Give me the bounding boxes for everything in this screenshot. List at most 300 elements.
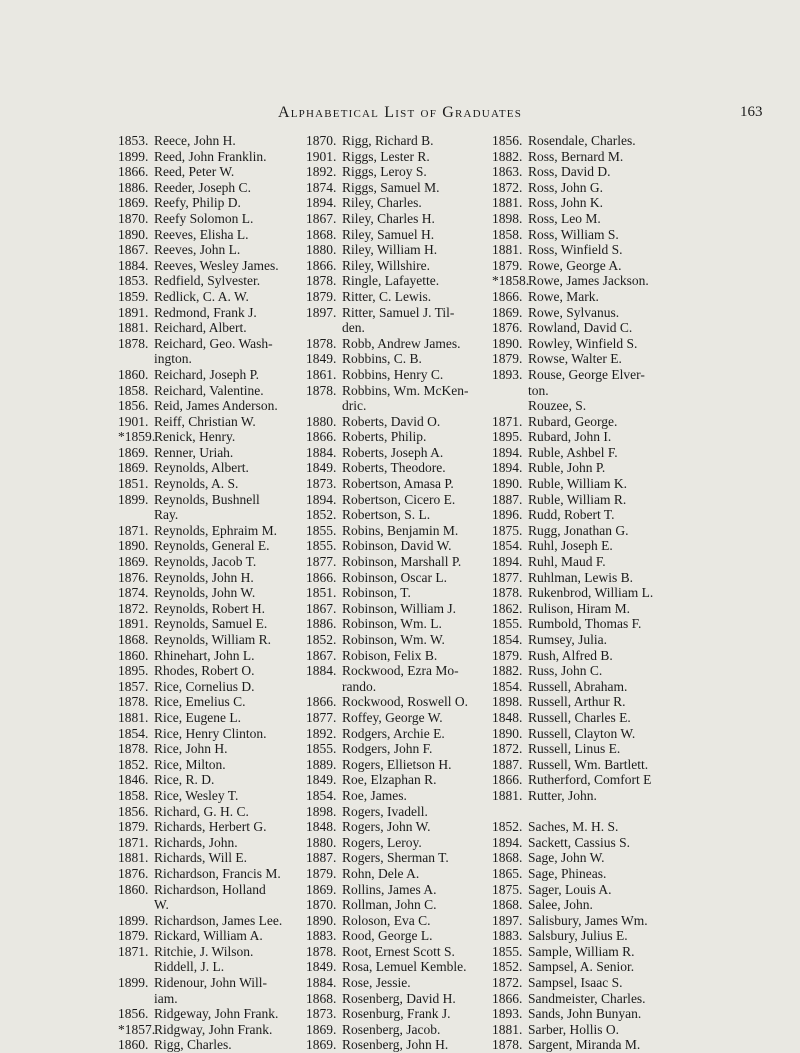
graduate-name: Rice, R. D. [154, 772, 215, 788]
graduate-name: Robertson, Amasa P. [342, 476, 454, 492]
graduation-year: 1862. [492, 600, 523, 616]
graduation-year: 1899. [118, 975, 149, 991]
graduate-entry [306, 570, 506, 586]
graduate-entry [306, 258, 506, 274]
graduate-name: Rice, Henry Clinton. [154, 725, 267, 741]
graduation-year: 1876. [118, 569, 149, 585]
graduation-year: 1868. [492, 897, 523, 913]
graduate-name: Sackett, Cassius S. [528, 834, 631, 850]
graduate-name: Reynolds, Jacob T. [154, 554, 257, 570]
graduation-year: 1869. [306, 1021, 337, 1037]
graduate-name: Rutherford, Comfort E [528, 772, 652, 788]
graduate-name: den. [342, 320, 365, 336]
graduate-name: Rice, Wesley T. [154, 787, 239, 803]
graduation-year: 1849. [306, 460, 337, 476]
graduation-year: 1856. [118, 398, 149, 414]
graduate-name: Rice, Eugene L. [154, 709, 241, 725]
graduate-name: Reynolds, William R. [154, 632, 271, 647]
graduate-entry [306, 991, 506, 1007]
graduate-name: Ross, Leo M. [528, 210, 601, 226]
graduate-entry [306, 554, 506, 570]
graduate-name: Robinson, David W. [342, 538, 452, 554]
graduate-entry [492, 273, 722, 289]
graduate-name: Sampsel, A. Senior. [528, 959, 635, 975]
graduation-year: 1866. [118, 164, 149, 180]
graduate-name: Reed, John Franklin. [154, 148, 267, 164]
graduate-entry [306, 585, 506, 601]
graduation-year: 1855. [306, 538, 337, 554]
graduation-year: *1859. [118, 429, 156, 445]
graduate-entry [306, 538, 506, 554]
graduate-name: Root, Ernest Scott S. [342, 943, 455, 959]
graduate-entry [306, 959, 506, 975]
graduate-entry [492, 975, 722, 991]
graduate-entry [492, 383, 722, 399]
graduation-year: 1881. [492, 195, 523, 211]
graduation-year: 1881. [118, 320, 149, 336]
graduate-name: Reefy, Philip D. [154, 195, 241, 211]
graduate-entry [306, 679, 506, 695]
graduate-name: Riley, Charles. [342, 195, 422, 211]
graduate-entry [306, 180, 506, 196]
graduation-year: 1868. [492, 850, 523, 866]
graduate-name: Rigg, Charles. [154, 1037, 232, 1053]
graduate-name: Reichard, Joseph P. [154, 366, 259, 382]
graduation-year: 1868. [306, 226, 337, 242]
graduate-entry [306, 149, 506, 165]
graduation-year: 1856. [118, 803, 149, 819]
graduate-name: Reiff, Christian W. [154, 413, 256, 429]
graduate-name: Rubard, George. [528, 413, 618, 429]
graduate-name: Ross, Winfield S. [528, 242, 623, 258]
graduation-year: *1857. [118, 1021, 156, 1037]
graduate-name: Robinson, Marshall P. [342, 554, 462, 570]
graduate-entry [306, 133, 506, 149]
graduation-year: 1884. [306, 663, 337, 679]
graduation-year: 1882. [492, 663, 523, 679]
graduate-name: Richards, Herbert G. [154, 819, 267, 835]
graduate-entry [306, 227, 506, 243]
graduate-name: Roffey, George W. [342, 709, 443, 725]
graduate-name: Rhodes, Robert O. [154, 663, 255, 679]
graduation-year: 1884. [306, 444, 337, 460]
graduation-year: 1854. [492, 538, 523, 554]
graduation-year: 1846. [118, 772, 149, 788]
graduation-year: 1855. [492, 616, 523, 632]
graduate-entry [492, 227, 722, 243]
graduation-year: 1879. [306, 865, 337, 881]
graduation-year [492, 398, 528, 414]
graduation-year: 1891. [118, 304, 149, 320]
graduate-entry [306, 242, 506, 258]
graduate-name: Ritter, Samuel J. Til- [342, 304, 455, 320]
graduation-year: 1897. [492, 912, 523, 928]
graduation-year: 1886. [118, 179, 149, 195]
graduate-name: Rowland, David C. [528, 320, 633, 336]
graduate-name: Rice, Milton. [154, 756, 226, 772]
graduation-year: 1872. [118, 600, 149, 616]
graduate-entry [492, 149, 722, 165]
graduation-year: 1870. [306, 897, 337, 913]
graduate-name: Ridgway, John Frank. [154, 1021, 273, 1037]
graduate-name: Rogers, Leroy. [342, 834, 422, 850]
graduate-name: Richard, G. H. C. [154, 803, 249, 819]
graduation-year: 1887. [492, 756, 523, 772]
graduate-name: Salisbury, James Wm. [528, 912, 648, 928]
graduate-name: Sands, John Bunyan. [528, 1006, 642, 1022]
graduate-entry [492, 242, 722, 258]
graduation-year: 1866. [306, 257, 337, 273]
graduate-name: Rulison, Hiram M. [528, 600, 631, 616]
graduate-name: Riddell, J. L. [154, 959, 225, 975]
graduation-year: 1877. [306, 554, 337, 570]
graduate-entry [492, 460, 722, 476]
graduate-name: Reeves, Wesley James. [154, 257, 279, 273]
graduate-name: Russell, Arthur R. [528, 694, 626, 710]
graduate-entry [492, 601, 722, 617]
graduate-name: Russell, Wm. Bartlett. [528, 756, 649, 772]
graduate-name: Russell, Linus E. [528, 741, 621, 757]
graduate-name: Robbins, Wm. McKen- [342, 382, 469, 398]
graduate-name: Ruble, William K. [528, 476, 627, 492]
graduate-name: Rosenburg, Frank J. [342, 1006, 451, 1022]
graduate-entry [492, 351, 722, 367]
graduate-name: Rogers, Ellietson H. [342, 756, 452, 772]
graduation-year: 1898. [492, 694, 523, 710]
graduation-year: 1867. [306, 647, 337, 663]
graduate-name: Rogers, John W. [342, 819, 431, 835]
graduate-name: Rowley, Winfield S. [528, 335, 638, 351]
graduation-year: 1878. [306, 273, 337, 289]
graduation-year: 1877. [306, 709, 337, 725]
graduate-name: Robertson, S. L. [342, 507, 431, 523]
graduation-year: 1893. [492, 366, 523, 382]
graduate-name: Roberts, David O. [342, 413, 441, 429]
graduate-name: Ringle, Lafayette. [342, 273, 440, 289]
graduation-year: 1897. [306, 304, 337, 320]
graduation-year: 1884. [306, 975, 337, 991]
graduate-entry [492, 305, 722, 321]
graduate-entry [492, 507, 722, 523]
graduate-name: Robinson, Oscar L. [342, 569, 447, 585]
graduate-entry [306, 913, 506, 929]
graduate-name: Rockwood, Ezra Mo- [342, 663, 459, 679]
graduation-year: 1858. [118, 787, 149, 803]
graduate-name: Rogers, Ivadell. [342, 803, 428, 819]
graduation-year [306, 398, 342, 414]
graduation-year: 1879. [492, 647, 523, 663]
graduate-name: rando. [342, 678, 377, 694]
graduate-entry [306, 336, 506, 352]
graduate-name: Sage, John W. [528, 850, 605, 866]
graduate-name: ington. [154, 351, 192, 367]
graduate-name: Ritchie, J. Wilson. [154, 943, 254, 959]
graduation-year [118, 897, 154, 913]
graduate-name: Reed, Peter W. [154, 164, 235, 180]
graduation-year: 1878. [492, 1037, 523, 1053]
graduation-year: 1868. [118, 632, 149, 647]
graduation-year: 1879. [306, 288, 337, 304]
graduation-year: 1863. [492, 164, 523, 180]
graduation-year: 1877. [492, 569, 523, 585]
graduate-entry [492, 694, 722, 710]
graduation-year: 1890. [118, 226, 149, 242]
graduation-year: 1899. [118, 912, 149, 928]
graduation-year: 1871. [118, 522, 149, 538]
graduate-name: Ridenour, John Will- [154, 975, 268, 991]
graduate-name: Roe, James. [342, 787, 407, 803]
graduation-year: 1851. [306, 585, 337, 601]
graduation-year: 1894. [492, 460, 523, 476]
graduate-name: Robinson, William J. [342, 600, 456, 616]
graduation-year: 1880. [306, 413, 337, 429]
graduate-entry [306, 741, 506, 757]
graduation-year: 1878. [306, 943, 337, 959]
graduation-year: 1860. [118, 881, 149, 897]
graduate-name: Ruble, Ashbel F. [528, 444, 618, 460]
graduation-year: 1853. [118, 133, 149, 148]
graduate-name: Redfield, Sylvester. [154, 273, 261, 289]
graduation-year: 1867. [306, 210, 337, 226]
graduate-name: Reynolds, General E. [154, 538, 270, 554]
graduation-year: 1849. [306, 351, 337, 367]
graduate-name: Sage, Phineas. [528, 865, 607, 881]
graduate-entry [492, 367, 722, 383]
graduate-name: Reichard, Albert. [154, 320, 247, 336]
graduation-year: 1855. [492, 943, 523, 959]
graduate-entry [492, 492, 722, 508]
graduation-year: 1866. [306, 694, 337, 710]
graduate-entry [492, 928, 722, 944]
graduate-name: Saches, M. H. S. [528, 819, 619, 835]
graduate-name: Rollins, James A. [342, 881, 437, 897]
graduation-year: 1869. [118, 195, 149, 211]
graduate-name: Sargent, Miranda M. [528, 1037, 641, 1053]
graduate-name: Riley, Charles H. [342, 210, 435, 226]
graduation-year: 1866. [492, 772, 523, 788]
section-gap [492, 804, 722, 820]
graduate-name: Rosenberg, David H. [342, 990, 456, 1006]
graduation-year: 1899. [118, 148, 149, 164]
graduate-name: Reeves, Elisha L. [154, 226, 249, 242]
graduate-name: Ross, John K. [528, 195, 604, 211]
graduation-year: 1882. [492, 148, 523, 164]
graduate-name: Ross, David D. [528, 164, 611, 180]
graduation-year: 1849. [306, 772, 337, 788]
graduate-name: Redlick, C. A. W. [154, 288, 249, 304]
graduate-name: Rumsey, Julia. [528, 632, 607, 647]
graduation-year: 1875. [492, 522, 523, 538]
graduation-year: 1867. [118, 242, 149, 258]
graduate-entry [306, 788, 506, 804]
graduate-name: Russell, Charles E. [528, 709, 631, 725]
graduate-name: Ross, John G. [528, 179, 604, 195]
graduation-year: 1871. [118, 943, 149, 959]
graduate-entry [492, 741, 722, 757]
graduation-year: 1859. [118, 288, 149, 304]
graduate-entry [306, 835, 506, 851]
graduate-entry [492, 554, 722, 570]
graduation-year [492, 383, 528, 399]
graduation-year: 1854. [492, 632, 523, 647]
graduate-name: Rollman, John C. [342, 897, 437, 913]
graduate-entry [492, 320, 722, 336]
graduate-name: Reynolds, Albert. [154, 460, 249, 476]
graduation-year: 1866. [306, 429, 337, 445]
graduation-year: 1890. [492, 725, 523, 741]
graduate-name: Rowe, George A. [528, 257, 622, 273]
graduate-entry [492, 757, 722, 773]
graduation-year: 1893. [492, 1006, 523, 1022]
graduate-entry [306, 305, 506, 321]
graduation-year: 1894. [306, 491, 337, 507]
graduate-name: Reichard, Valentine. [154, 382, 264, 398]
graduation-year: 1865. [492, 865, 523, 881]
graduate-name: Rush, Alfred B. [528, 647, 613, 663]
graduate-name: Rigg, Richard B. [342, 133, 434, 148]
graduate-name: Reynolds, Ephraim M. [154, 522, 277, 538]
graduate-name: Robertson, Cicero E. [342, 491, 456, 507]
graduate-entry [306, 897, 506, 913]
graduation-year: 1852. [306, 507, 337, 523]
graduate-entry [306, 414, 506, 430]
graduation-year: 1851. [118, 476, 149, 492]
graduate-name: Roloson, Eva C. [342, 912, 431, 928]
graduate-name: Reid, James Anderson. [154, 398, 278, 414]
graduation-year: 1866. [492, 288, 523, 304]
graduation-year: 1866. [306, 569, 337, 585]
graduation-year: 1852. [492, 819, 523, 835]
graduate-name: Sampsel, Isaac S. [528, 975, 623, 991]
graduate-list-column-2 [306, 133, 506, 1053]
graduate-name: Roe, Elzaphan R. [342, 772, 437, 788]
graduation-year: 1895. [492, 429, 523, 445]
graduate-name: Ruble, John P. [528, 460, 606, 476]
graduate-name: Robinson, Wm. L. [342, 616, 442, 632]
graduate-entry [492, 835, 722, 851]
graduate-entry [492, 180, 722, 196]
graduation-year: 1883. [306, 928, 337, 944]
graduation-year: 1889. [306, 756, 337, 772]
graduate-entry [306, 710, 506, 726]
graduate-entry [306, 726, 506, 742]
graduate-name: Rubard, John I. [528, 429, 612, 445]
graduate-entry [492, 819, 722, 835]
graduate-name: Rosenberg, John H. [342, 1037, 449, 1053]
graduate-name: Reeves, John L. [154, 242, 241, 258]
graduate-name: Robbins, C. B. [342, 351, 422, 367]
graduate-name: Rockwood, Roswell O. [342, 694, 468, 710]
graduate-name: Rohn, Dele A. [342, 865, 420, 881]
graduate-name: Rickard, William A. [154, 928, 263, 944]
graduate-name: Robinson, T. [342, 585, 411, 601]
graduate-name: Ruble, William R. [528, 491, 627, 507]
graduate-name: Ruhl, Maud F. [528, 554, 606, 570]
graduate-name: Richards, John. [154, 834, 238, 850]
graduate-entry [492, 1037, 722, 1053]
graduation-year: 1849. [306, 959, 337, 975]
graduation-year: 1857. [118, 678, 149, 694]
graduation-year [306, 320, 342, 336]
graduate-name: Rodgers, John F. [342, 741, 433, 757]
graduate-entry [306, 1006, 506, 1022]
graduate-entry [492, 772, 722, 788]
graduation-year [118, 991, 154, 1007]
graduate-name: Robison, Felix B. [342, 647, 438, 663]
graduate-entry [492, 258, 722, 274]
graduation-year: 1876. [118, 865, 149, 881]
graduation-year: 1879. [492, 257, 523, 273]
graduate-name: Ritter, C. Lewis. [342, 288, 432, 304]
graduate-entry [306, 866, 506, 882]
graduate-name: Russ, John C. [528, 663, 603, 679]
graduate-entry [492, 585, 722, 601]
graduate-name: Rosenberg, Jacob. [342, 1021, 441, 1037]
graduate-name: Robb, Andrew James. [342, 335, 461, 351]
graduate-name: Ross, Bernard M. [528, 148, 624, 164]
graduation-year: 1878. [306, 382, 337, 398]
graduation-year: 1869. [118, 554, 149, 570]
graduation-year: 1855. [306, 522, 337, 538]
graduate-name: Sarber, Hollis O. [528, 1021, 619, 1037]
graduation-year: 1869. [306, 881, 337, 897]
graduate-name: Robbins, Henry C. [342, 366, 444, 382]
graduation-year: 1881. [492, 242, 523, 258]
graduation-year: 1880. [306, 242, 337, 258]
graduate-name: Rouzee, S. [528, 398, 587, 414]
graduate-name: Sager, Louis A. [528, 881, 612, 897]
graduate-entry [306, 975, 506, 991]
graduation-year: 1866. [492, 990, 523, 1006]
graduate-name: Rosa, Lemuel Kemble. [342, 959, 467, 975]
graduate-name: ton. [528, 382, 549, 398]
graduate-name: Reeder, Joseph C. [154, 179, 251, 195]
graduate-entry [306, 367, 506, 383]
graduation-year: 1878. [306, 335, 337, 351]
graduation-year: 1890. [492, 476, 523, 492]
graduate-name: Robinson, Wm. W. [342, 632, 445, 647]
graduate-name: Reynolds, A. S. [154, 476, 239, 492]
graduation-year: 1878. [118, 741, 149, 757]
graduate-entry [306, 195, 506, 211]
graduation-year: 1869. [118, 444, 149, 460]
graduate-entry [306, 882, 506, 898]
graduation-year: 1860. [118, 647, 149, 663]
graduate-name: Riley, William H. [342, 242, 438, 258]
graduation-year: 1891. [118, 616, 149, 632]
graduate-name: Richardson, James Lee. [154, 912, 283, 928]
graduate-name: Ruhl, Joseph E. [528, 538, 613, 554]
graduation-year: 1871. [492, 413, 523, 429]
graduate-entry [306, 492, 506, 508]
graduation-year: 1894. [306, 195, 337, 211]
graduate-entry [492, 289, 722, 305]
graduation-year: 1896. [492, 507, 523, 523]
graduate-name: Renick, Henry. [154, 429, 236, 445]
graduate-entry [492, 523, 722, 539]
graduate-entry [306, 601, 506, 617]
graduate-entry [306, 850, 506, 866]
graduation-year: *1858. [492, 273, 530, 289]
graduation-year [118, 507, 154, 523]
graduate-entry [306, 429, 506, 445]
graduate-name: Rose, Jessie. [342, 975, 411, 991]
graduation-year: 1883. [492, 928, 523, 944]
graduate-entry [492, 336, 722, 352]
graduate-name: Riley, Willshire. [342, 257, 430, 273]
graduate-name: dric. [342, 398, 367, 414]
graduate-name: Rouse, George Elver- [528, 366, 645, 382]
